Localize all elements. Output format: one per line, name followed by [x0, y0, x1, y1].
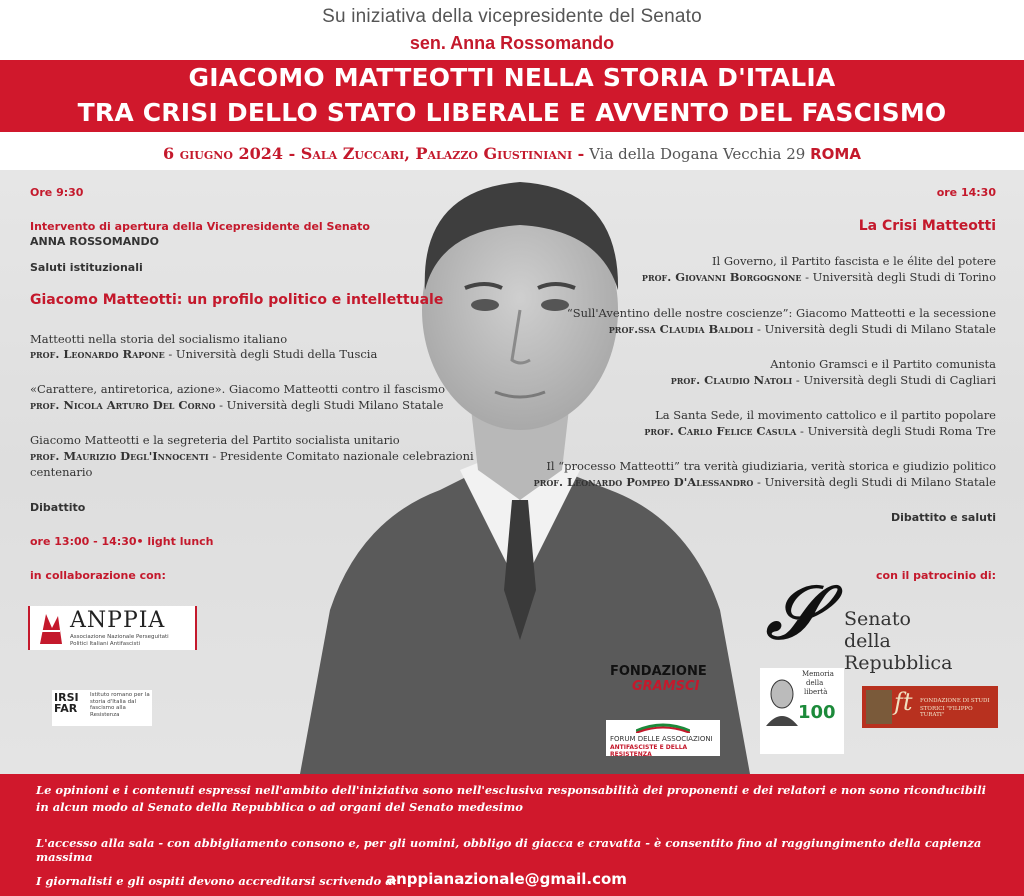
irsifar-logo [52, 690, 152, 726]
access-rules: L'accesso alla sala - con abbigliamento consono e, per gli uomini, obbligo di giacca e cravatta - è consentito fino al raggiungimento della capienza massima [36, 836, 982, 864]
turati-ft: ft [894, 688, 913, 716]
talk-speaker-line [30, 449, 474, 463]
greetings: Saluti istituzionali [30, 261, 143, 274]
address: Via della Dogana Vecchia 29 [589, 145, 806, 163]
closing: Dibattito e saluti [890, 511, 996, 524]
anppia-subtitle-2: Politici Italiani Antifascisti [70, 641, 141, 647]
collaboration-label: in collaborazione con: [30, 569, 166, 582]
date-venue-line [0, 144, 1024, 163]
turati-logo [862, 686, 998, 728]
talk-title: “Sull'Aventino delle nostre coscienze”: Giacomo Matteotti e la secessione [566, 306, 996, 320]
turati-text-1: FONDAZIONE DI STUDI [920, 698, 990, 704]
forum-line-2: ANTIFASCISTE E DELLA RESISTENZA [610, 744, 688, 758]
memoria-number: 100 [798, 702, 836, 723]
afternoon-time: ore 14:30 [936, 186, 996, 199]
talk-title: «Carattere, antiretorica, azione». Giacomo Matteotti contro il fascismo [30, 382, 446, 396]
accreditation-note: I giornalisti e gli ospiti devono accreditarsi scrivendo a: [36, 874, 397, 888]
anppia-emblem-icon [36, 610, 66, 646]
speaker-affiliation: - Università degli Studi Milano Statale [215, 398, 444, 412]
memoria-line-3: libertà [804, 688, 828, 696]
senato-s-icon: 𝒮 [766, 570, 824, 656]
speaker-name: prof. Nicola Arturo Del Corno [30, 398, 216, 412]
speaker-name: prof. Claudio Natoli [670, 373, 793, 387]
morning-time: Ore 9:30 [30, 186, 84, 199]
anppia-name: ANPPIA [70, 608, 166, 633]
talk-speaker-line [30, 347, 377, 361]
speaker-affiliation: - Università degli Studi di Milano Statale [753, 322, 996, 336]
memoria-line-2: della [806, 679, 824, 687]
afternoon-section-title: La Crisi Matteotti [858, 218, 996, 234]
speaker-affiliation: - Università degli Studi della Tuscia [164, 347, 378, 361]
forum-line-1: FORUM DELLE ASSOCIAZIONI [610, 735, 713, 743]
forum-logo [606, 720, 720, 756]
turati-portrait-icon [866, 690, 892, 724]
turati-text-2: STORICI "FILIPPO TURATI" [920, 706, 973, 718]
senato-name-1: Senato [844, 608, 911, 630]
title-line-2: TRA CRISI DELLO STATO LIBERALE E AVVENTO DEL FASCISMO [77, 98, 947, 127]
patronage-label: con il patrocinio di: [876, 569, 996, 582]
talk-speaker-line [534, 475, 996, 489]
speaker-affiliation: - Presidente Comitato nazionale celebrazioni [208, 449, 474, 463]
speaker-affiliation-cont: centenario [30, 465, 93, 479]
memoria-portrait-icon [764, 678, 800, 726]
speaker-affiliation: - Università degli Studi Roma Tre [796, 424, 996, 438]
contact-email-link[interactable]: anppianazionale@gmail.com [386, 870, 627, 888]
senato-name-2: della Repubblica [844, 630, 953, 674]
talk-title: Antonio Gramsci e il Partito comunista [770, 357, 996, 371]
gramsci-line-2: GRAMSCI [632, 679, 700, 694]
speaker-name: prof. Leonardo Rapone [30, 347, 165, 361]
senator-name: sen. Anna Rossomando [409, 33, 615, 53]
morning-section-title: Giacomo Matteotti: un profilo politico e intellettuale [30, 292, 444, 308]
speaker-name: prof. Maurizio Degl'Innocenti [30, 449, 209, 463]
anppia-subtitle-1: Associazione Nazionale Perseguitati [70, 634, 169, 640]
speaker-name: prof. Giovanni Borgognone [641, 270, 802, 284]
talk-title: Giacomo Matteotti e la segreteria del Partito socialista unitario [30, 433, 400, 447]
talk-title: Matteotti nella storia del socialismo italiano [30, 332, 288, 346]
anppia-logo [28, 606, 197, 650]
lunch-break: ore 13:00 - 14:30• light lunch [30, 535, 214, 548]
talk-title: La Santa Sede, il movimento cattolico e il partito popolare [655, 408, 996, 422]
gramsci-line-1: FONDAZIONE [610, 664, 707, 679]
initiative-line: Su iniziativa della vicepresidente del Senato [322, 6, 702, 27]
disclaimer: Le opinioni e i contenuti espressi nell'ambito dell'iniziativa sono nell'esclusiva responsabilità dei proponenti e dei relatori e non sono riconducibili in alcun modo al Senato della Repubblica o ad organi del Senato medesimo [36, 783, 986, 814]
city: ROMA [810, 145, 861, 163]
speaker-affiliation: - Università degli Studi di Torino [801, 270, 996, 284]
speaker-name: prof. Leonardo Pompeo D'Alessandro [533, 475, 754, 489]
title-line-1: GIACOMO MATTEOTTI NELLA STORIA D'ITALIA [188, 63, 836, 92]
date-venue: 6 giugno 2024 - Sala Zuccari, Palazzo Giustiniani - [163, 144, 585, 163]
talk-title: Il “processo Matteotti” tra verità giudiziaria, verità storica e giudizio politico [546, 459, 996, 473]
speaker-name: prof. Carlo Felice Casula [644, 424, 797, 438]
opening-speaker: ANNA ROSSOMANDO [30, 235, 159, 248]
speaker-name: prof.ssa Claudia Baldoli [608, 322, 754, 336]
talk-speaker-line [644, 424, 996, 438]
irsifar-text: Istituto romano per la storia d'Italia dal fascismo alla Resistenza [90, 692, 150, 718]
talk-speaker-line [642, 270, 996, 284]
debate: Dibattito [30, 501, 86, 514]
talk-speaker-line [609, 322, 996, 336]
opening-speech: Intervento di apertura della Vicepresidente del Senato [30, 220, 370, 233]
talk-speaker-line [671, 373, 996, 387]
memoria-line-1: Memoria [802, 670, 834, 678]
irsifar-mark: IRSIFAR [54, 691, 79, 715]
speaker-affiliation: - Università degli Studi di Cagliari [792, 373, 996, 387]
talk-speaker-line [30, 398, 443, 412]
speaker-affiliation: - Università degli Studi di Milano Statale [753, 475, 996, 489]
talk-title: Il Governo, il Partito fascista e le élite del potere [711, 254, 996, 268]
tricolor-icon [636, 723, 690, 733]
memoria-logo [760, 668, 844, 754]
gramsci-logo [608, 664, 718, 700]
